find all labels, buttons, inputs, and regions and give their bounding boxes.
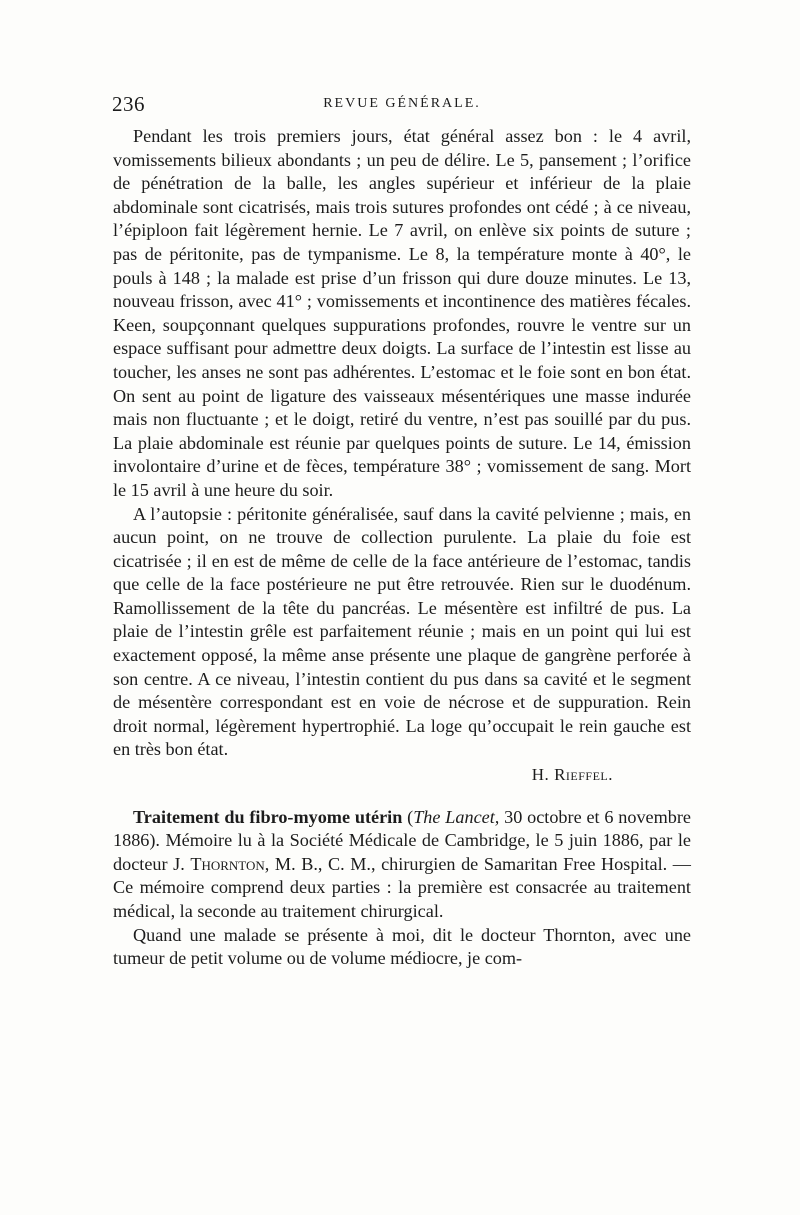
source-open: (: [402, 806, 414, 827]
body-text: [113, 125, 691, 971]
paragraph-clinical-course: Pendant les trois premiers jours, état général assez bon : le 4 avril, vomissements bilieux abondants ; un peu de délire. Le 5, pansement ; l’orifice de pénétration de la balle, les angles supérieur et inférieur de la plaie abdominale sont cicatrisés, mais trois sutures profondes ont cédé ; à ce niveau, l’épiploon fait légèrement hernie. Le 7 avril, on enlève six points de suture ; pas de péritonite, pas de tympanisme. Le 8, la température monte à 40°, le pouls à 148 ; la malade est prise d’un frisson qui dure douze minutes. Le 13, nouveau frisson, avec 41° ; vomissements et incontinence des matières fécales. Keen, soupçonnant quelques suppurations profondes, rouvre le ventre sur un espace suffisant pour admettre deux doigts. La surface de l’intestin est lisse au toucher, les anses ne sont pas adhérentes. L’estomac et le foie sont en bon état. On sent au point de ligature des vaisseaux mésentériques une masse indurée mais non fluctuante ; et le doigt, retiré du ventre, n’est pas souillé par du pus. La plaie abdominale est réunie par quelques points de suture. Le 14, émission involontaire d’urine et de fèces, température 38° ; vomissement de sang. Mort le 15 avril à une heure du soir.: [113, 126, 691, 500]
paragraph-thornton-quote: Quand une malade se présente à moi, dit le docteur Thornton, avec une tumeur de petit volume ou de volume médiocre, je com-: [113, 924, 691, 969]
article-title: Traitement du fibro-myome utérin: [133, 806, 403, 827]
signature-initial: H.: [531, 765, 555, 785]
signature-name: Rieffel.: [554, 765, 613, 785]
review-author: Thornton,: [190, 853, 270, 874]
running-head: [112, 92, 692, 122]
review-text-1: 30 octobre et 6 novembre 1886). Mémoire lu à la Société Médicale de Cambridge, le 5 juin 1886, par le docteur J.: [113, 806, 691, 874]
paragraph-fibromyoma-review: [113, 806, 691, 924]
source-journal: The Lancet,: [413, 806, 500, 827]
review-text-2: M. B., C. M., chirurgien de Samaritan Free Hospital. — Ce mémoire comprend deux parties : la première est consacrée au traitement médical, la seconde au traitement chirurgical.: [113, 853, 691, 921]
journal-title: REVUE GÉNÉRALE.: [323, 96, 481, 111]
author-signature: [113, 763, 691, 787]
page-number: 236: [112, 92, 145, 116]
paragraph-autopsy: A l’autopsie : péritonite généralisée, sauf dans la cavité pelvienne ; mais, en aucun point, on ne trouve de collection purulente. La plaie du foie est cicatrisée ; il en est de même de celle de la face antérieure de l’estomac, tandis que celle de la face postérieure ne put être retrouvée. Rien sur le duodénum. Ramollissement de la tête du pancréas. Le mésentère est infiltré de pus. La plaie de l’intestin grêle est parfaitement réunie ; mais en un point qui lui est exactement opposé, la même anse présente une plaque de gangrène perforée à son centre. A ce niveau, l’intestin contient du pus dans sa cavité et le segment de mésentère correspondant est en voie de nécrose et de suppuration. Rein droit normal, légèrement hypertrophié. La loge qu’occupait le rein gauche est en très bon état.: [113, 503, 691, 760]
